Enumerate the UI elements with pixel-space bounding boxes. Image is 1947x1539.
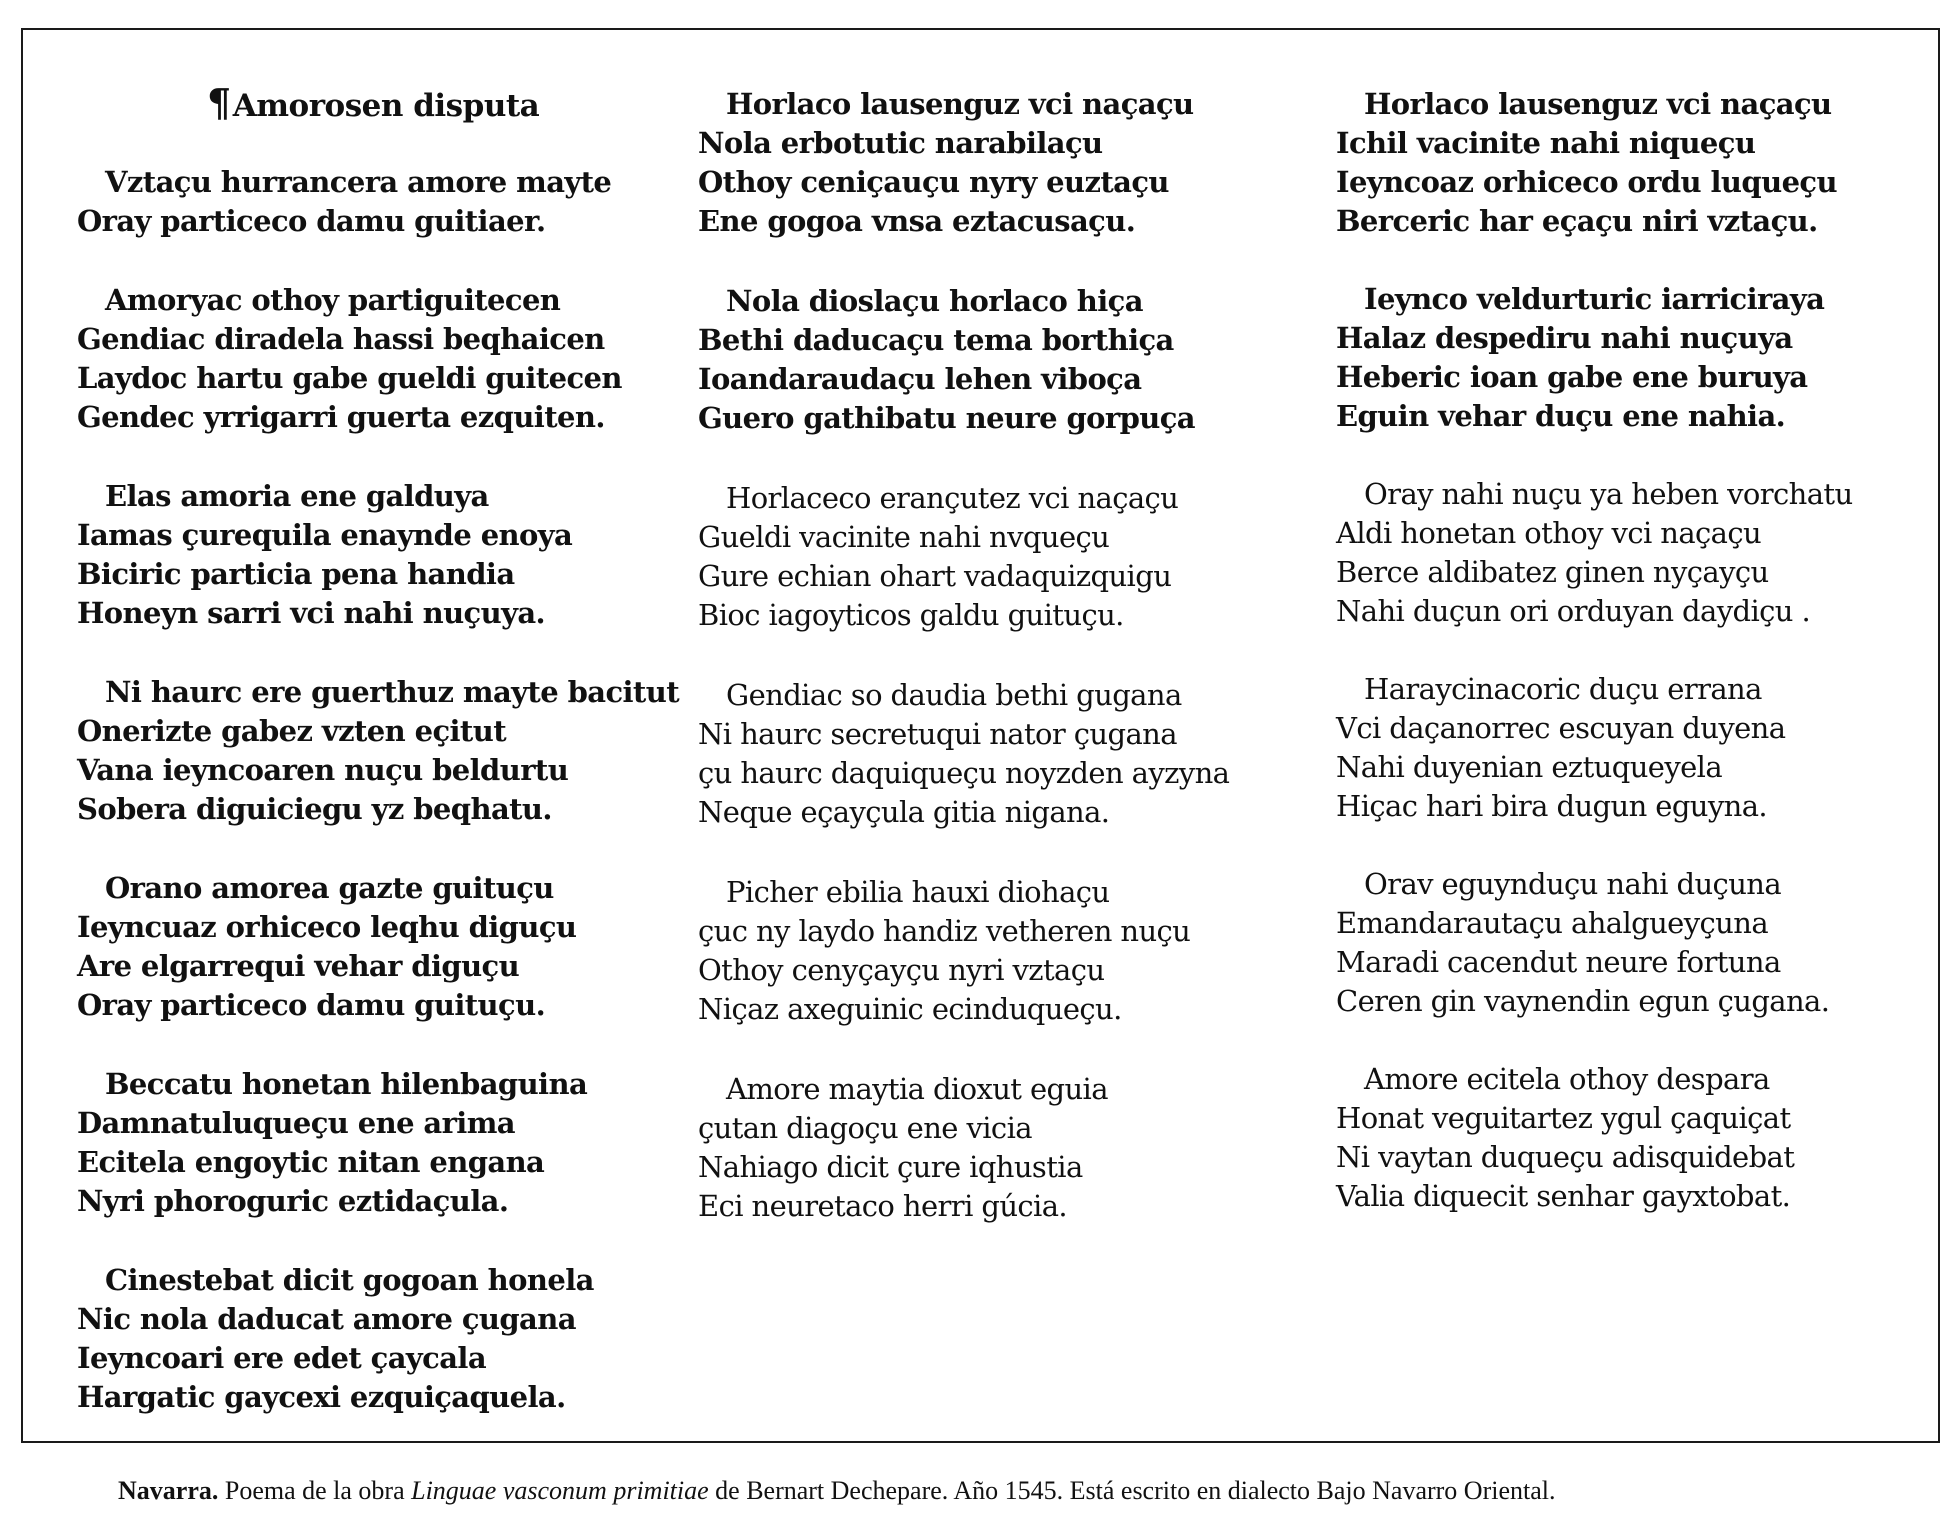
verse-line: Bethi daducaçu tema borthiça [698,323,1174,357]
verse-line: Sobera diguiciegu yz beqhatu. [77,792,552,826]
verse-line: Nahi duçun ori orduyan daydiçu . [1336,594,1811,628]
verse-line: Heberic ioan gabe ene buruya [1336,360,1808,394]
verse-line: Ni vaytan duqueçu adisquidebat [1336,1140,1795,1174]
verse-line: Oray nahi nuçu ya heben vorchatu [1364,477,1853,511]
verse-line: Ieyncuaz orhiceco leqhu diguçu [77,910,577,944]
verse-line: Horlaco lausenguz vci naçaçu [1364,87,1832,121]
verse-line: Valia diquecit senhar gayxtobat. [1336,1179,1791,1213]
stanza [1336,85,1936,241]
verse-line: Are elgarrequi vehar diguçu [77,949,520,983]
stanza [698,676,1298,832]
verse-line: Eguin vehar duçu ene nahia. [1336,399,1786,433]
verse-line: Orav eguynduçu nahi duçuna [1364,867,1782,901]
verse-line: Honeyn sarri vci nahi nuçuya. [77,596,546,630]
verse-line: Ieynco veldurturic iarriciraya [1364,282,1825,316]
pilcrow-mark: ¶ [207,80,231,125]
verse-line: Ieyncoaz orhiceco ordu luqueçu [1336,165,1837,199]
verse-line: Ene gogoa vnsa eztacusaçu. [698,204,1136,238]
verse-line: Amore maytia dioxut eguia [726,1072,1108,1106]
stanza-group [77,163,677,1417]
caption-text-after: de Bernart Dechepare. Año 1545. Está escrito en dialecto Bajo Navarro Oriental. [708,1476,1556,1505]
caption-text-before: Poema de la obra [218,1476,412,1505]
stanza [77,673,677,829]
verse-line: Beccatu honetan hilenbaguina [105,1067,588,1101]
stanza [77,1261,677,1417]
verse-line: Ni haurc secretuqui nator çugana [698,717,1177,751]
verse-line: Vci daçanorrec escuyan duyena [1336,711,1786,745]
stanza [698,85,1298,241]
verse-line: Guero gathibatu neure gorpuça [698,401,1195,435]
verse-line: Elas amoria ene galduya [105,479,489,513]
poem-title-text: Amorosen disputa [232,88,540,124]
verse-line: Ioandaraudaçu lehen viboça [698,362,1142,396]
stanza [77,869,677,1025]
verse-line: Halaz despediru nahi nuçuya [1336,321,1793,355]
verse-line: Horlaco lausenguz vci naçaçu [726,87,1194,121]
stanza [1336,280,1936,436]
verse-line: Damnatuluqueçu ene arima [77,1106,515,1140]
verse-line: Ieyncoari ere edet çaycala [77,1341,487,1375]
verse-line: Gure echian ohart vadaquizquigu [698,559,1172,593]
verse-line: Vana ieyncoaren nuçu beldurtu [77,753,569,787]
poem-frame [21,28,1940,1443]
stanza [1336,670,1936,826]
verse-line: Aldi honetan othoy vci naçaçu [1336,516,1762,550]
verse-line: Nola dioslaçu horlaco hiça [726,284,1143,318]
verse-line: Berce aldibatez ginen nyçayçu [1336,555,1769,589]
verse-line: çutan diagoçu ene vicia [698,1111,1032,1145]
verse-line: Eci neuretaco herri gúcia. [698,1189,1068,1223]
verse-line: Haraycinacoric duçu errana [1364,672,1762,706]
verse-line: Bioc iagoyticos galdu guituçu. [698,598,1124,632]
stanza-group [698,85,1298,1226]
figure-caption [118,1476,1918,1506]
poem-column-3 [1336,85,1936,1255]
verse-line: Amoryac othoy partiguitecen [105,283,561,317]
verse-line: Horlaceco erançutez vci naçaçu [726,481,1179,515]
stanza [1336,865,1936,1021]
verse-line: Nyri phoroguric eztidaçula. [77,1184,509,1218]
verse-line: Nahiago dicit çure iqhustia [698,1150,1083,1184]
verse-line: Laydoc hartu gabe gueldi guitecen [77,361,622,395]
verse-line: Berceric har eçaçu niri vztaçu. [1336,204,1818,238]
stanza [1336,1060,1936,1216]
stanza [698,479,1298,635]
verse-line: çu haurc daquiqueçu noyzden ayzyna [698,756,1230,790]
verse-line: Nola erbotutic narabilaçu [698,126,1103,160]
verse-line: Oray particeco damu guitiaer. [77,204,546,238]
verse-line: Othoy ceniçauçu nyry euztaçu [698,165,1169,199]
verse-line: Amore ecitela othoy despara [1364,1062,1770,1096]
stanza [77,477,677,633]
verse-line: Honat veguitartez ygul çaquiçat [1336,1101,1791,1135]
poem-column-1 [77,80,677,1457]
verse-line: Cinestebat dicit gogoan honela [105,1263,594,1297]
stanza [698,282,1298,438]
verse-line: Onerizte gabez vzten eçitut [77,714,507,748]
verse-line: Gendiac diradela hassi beqhaicen [77,322,605,356]
stanza [698,873,1298,1029]
verse-line: Hargatic gaycexi ezquiçaquela. [77,1380,566,1414]
stanza [77,281,677,437]
verse-line: Neque eçayçula gitia nigana. [698,795,1110,829]
poem-column-2 [698,85,1298,1267]
verse-line: Othoy cenyçayçu nyri vztaçu [698,953,1105,987]
verse-line: Ichil vacinite nahi niqueçu [1336,126,1756,160]
caption-book-title: Linguae vasconum primitiae [411,1476,709,1505]
verse-line: Gendec yrrigarri guerta ezquiten. [77,400,605,434]
verse-line: Oray particeco damu guituçu. [77,988,546,1022]
verse-line: Maradi cacendut neure fortuna [1336,945,1781,979]
verse-line: Gueldi vacinite nahi nvqueçu [698,520,1110,554]
caption-region: Navarra. [118,1476,219,1505]
poem-title [207,80,677,125]
verse-line: çuc ny laydo handiz vetheren nuçu [698,914,1191,948]
stanza [1336,475,1936,631]
verse-line: Nic nola daducat amore çugana [77,1302,576,1336]
verse-line: Gendiac so daudia bethi gugana [726,678,1182,712]
verse-line: Vztaçu hurrancera amore mayte [105,165,612,199]
verse-line: Ecitela engoytic nitan engana [77,1145,545,1179]
verse-line: Orano amorea gazte guituçu [105,871,554,905]
verse-line: Biciric particia pena handia [77,557,515,591]
verse-line: Ceren gin vaynendin egun çugana. [1336,984,1830,1018]
verse-line: Iamas çurequila enaynde enoya [77,518,573,552]
stanza-group [1336,85,1936,1216]
verse-line: Picher ebilia hauxi diohaçu [726,875,1110,909]
verse-line: Hiçac hari bira dugun eguyna. [1336,789,1768,823]
verse-line: Emandarautaçu ahalgueyçuna [1336,906,1769,940]
verse-line: Nahi duyenian eztuqueyela [1336,750,1723,784]
stanza [77,163,677,241]
verse-line: Niçaz axeguinic ecinduqueçu. [698,992,1122,1026]
verse-line: Ni haurc ere guerthuz mayte bacitut [105,675,679,709]
stanza [77,1065,677,1221]
stanza [698,1070,1298,1226]
